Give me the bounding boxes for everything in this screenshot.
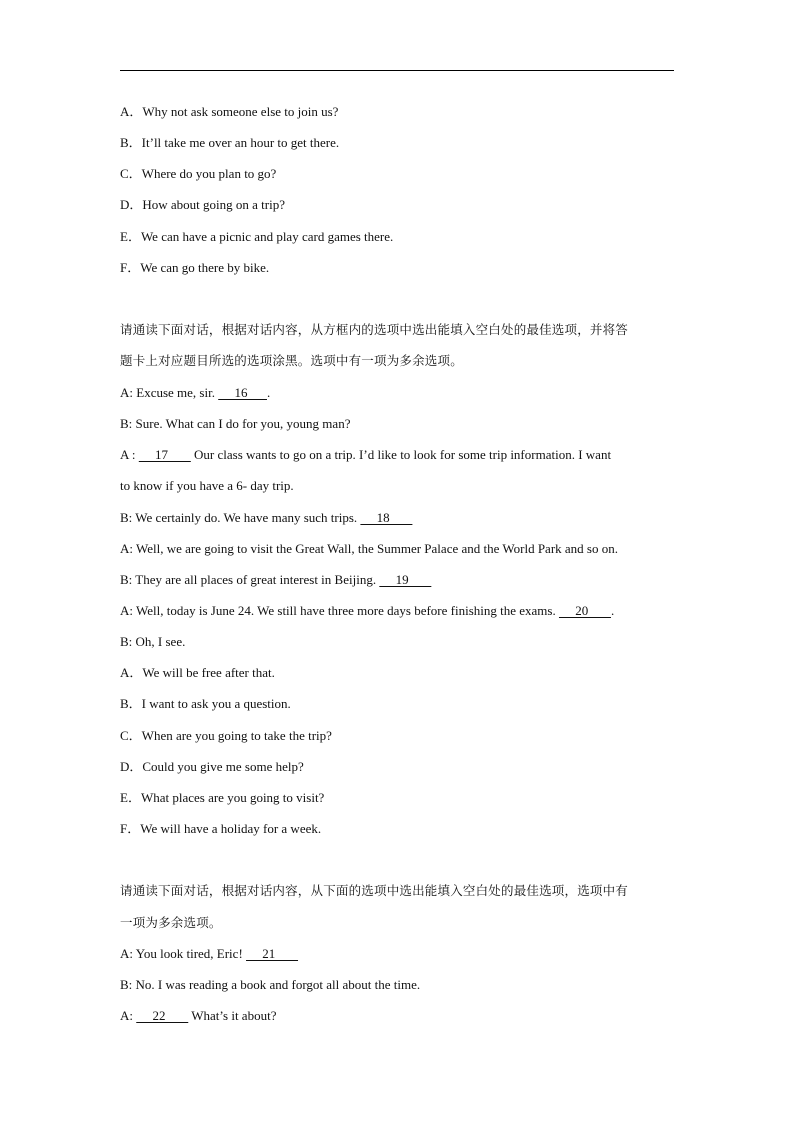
dialogue-line: to know if you have a 6- day trip. [120, 478, 294, 493]
option-f: F．We will have a holiday for a week. [120, 821, 322, 836]
section3-instruction-cont: 一项为多余选项。 [120, 915, 222, 930]
blank-17[interactable]: 17 [138, 447, 191, 462]
dialogue-text: A: Well, today is June 24. We still have three more days before finishing the exams. [120, 603, 559, 618]
dialogue-line [120, 572, 680, 588]
dialogue-text: A: You look tired, Eric! [120, 946, 247, 961]
blank-16[interactable]: 16 [218, 385, 267, 400]
dialogue-text: . [266, 385, 271, 400]
option-e: E．What places are you going to visit? [120, 790, 325, 805]
option-d: D．Could you give me some help? [120, 759, 304, 774]
dialogue-text: B: They are all places of great interest in Beijing. [120, 572, 380, 587]
dialogue-line [120, 510, 680, 526]
dialogue-line [120, 603, 680, 619]
section3-instruction: 请通读下面对话，根据对话内容，从下面的选项中选出能填入空白处的最佳选项，选项中有 [120, 883, 629, 898]
dialogue-line [120, 946, 680, 962]
option-f: F．We can go there by bike. [120, 260, 270, 275]
dialogue-text: What’s it about? [188, 1008, 277, 1023]
blank-22[interactable]: 22 [136, 1008, 189, 1023]
dialogue-text: A : [120, 447, 139, 462]
dialogue-text: . [610, 603, 615, 618]
option-b: B．I want to ask you a question. [120, 696, 291, 711]
dialogue-text: A: Excuse me, sir. [120, 385, 219, 400]
option-d: D．How about going on a trip? [120, 197, 286, 212]
dialogue-line: A: Well, we are going to visit the Great Wall, the Summer Palace and the World Park and so on. [120, 541, 618, 556]
option-a: A．Why not ask someone else to join us? [120, 104, 339, 119]
option-e: E．We can have a picnic and play card games there. [120, 229, 394, 244]
dialogue-line [120, 447, 680, 463]
section2-instruction: 请通读下面对话，根据对话内容，从方框内的选项中选出能填入空白处的最佳选项，并将答 [120, 322, 629, 337]
blank-19[interactable]: 19 [379, 572, 432, 587]
dialogue-line: B: Oh, I see. [120, 634, 186, 649]
blank-21[interactable]: 21 [246, 946, 299, 961]
option-c: C．Where do you plan to go? [120, 166, 277, 181]
dialogue-line: B: Sure. What can I do for you, young man? [120, 416, 351, 431]
dialogue-line [120, 1008, 680, 1024]
dialogue-line: B: No. I was reading a book and forgot all about the time. [120, 977, 421, 992]
header-rule [120, 70, 674, 71]
dialogue-text: B: We certainly do. We have many such trips. [120, 510, 361, 525]
section2-instruction-cont: 题卡上对应题目所选的选项涂黑。选项中有一项为多余选项。 [120, 353, 463, 368]
dialogue-text: Our class wants to go on a trip. I’d like to look for some trip information. I want [190, 447, 612, 462]
option-b: B．It’ll take me over an hour to get there. [120, 135, 340, 150]
blank-18[interactable]: 18 [360, 510, 413, 525]
option-c: C．When are you going to take the trip? [120, 728, 332, 743]
blank-20[interactable]: 20 [558, 603, 611, 618]
dialogue-line [120, 385, 680, 401]
dialogue-text: A: [120, 1008, 137, 1023]
option-a: A．We will be free after that. [120, 665, 275, 680]
